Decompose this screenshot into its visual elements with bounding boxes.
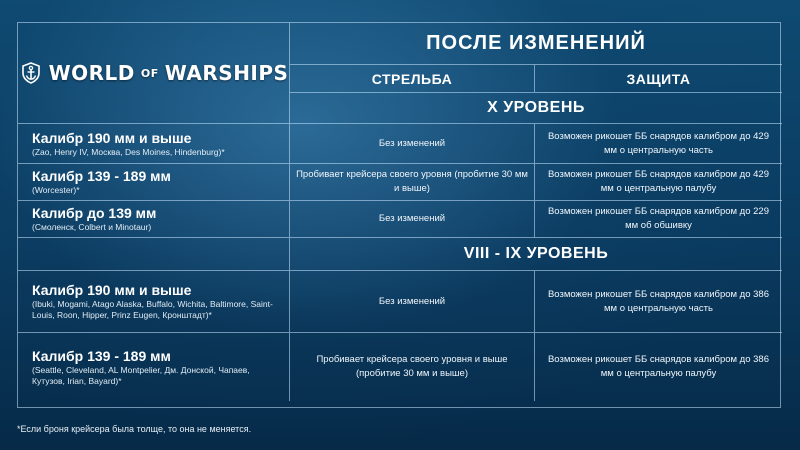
fire-cell: Пробивает крейсера своего уровня (пробитие 30 мм и выше) [290, 164, 535, 201]
world-of-warships-logo [19, 61, 289, 85]
row-header [18, 164, 290, 201]
row-ship-list: (Ibuki, Mogami, Atago Alaska, Buffalo, Wichita, Baltimore, Saint-Louis, Roon, Hipper, Prinz Eugen, Кронштадт)* [32, 299, 273, 320]
row-caliber-title: Калибр 139 - 189 мм [32, 347, 171, 364]
defense-cell: Возможен рикошет ББ снарядов калибром до 429 мм о центральную часть [535, 124, 782, 164]
fire-cell: Без изменений [290, 271, 535, 333]
defense-cell: Возможен рикошет ББ снарядов калибром до 386 мм о центральную часть [535, 271, 782, 333]
section-header-tier-viii-ix: VIII - IX УРОВЕНЬ [290, 238, 782, 271]
comparison-table [17, 22, 781, 408]
row-ship-list: (Worcester)* [32, 185, 80, 195]
column-header-defense: ЗАЩИТА [535, 65, 782, 93]
defense-cell: Возможен рикошет ББ снарядов калибром до 229 мм об обшивку [535, 201, 782, 238]
row-caliber-title: Калибр 190 мм и выше [32, 282, 192, 298]
defense-cell: Возможен рикошет ББ снарядов калибром до 386 мм о центральную палубу [547, 354, 770, 379]
fire-cell: Без изменений [290, 124, 535, 164]
row-caliber-title: Калибр 139 - 189 мм [32, 168, 171, 184]
section-spacer [18, 238, 290, 271]
row-ship-list: (Смоленск, Colbert и Minotaur) [32, 222, 152, 232]
row-header [18, 271, 290, 333]
fire-cell: Пробивает крейсера своего уровня и выше (пробитие 30 мм и выше) [290, 333, 535, 401]
row-ship-list: (Seattle, Cleveland, AL Montpelier, Дм. Донской, Чапаев, Кутузов, Irian, Bayard)* [32, 364, 250, 386]
logo-text-world: WORLD [48, 61, 135, 85]
table-title: ПОСЛЕ ИЗМЕНЕНИЙ [290, 23, 782, 65]
row-header [18, 201, 290, 238]
logo-text-of: OF [140, 66, 159, 80]
defense-cell: Возможен рикошет ББ снарядов калибром до 429 мм о центральную палубу [535, 164, 782, 201]
anchor-shield-icon [19, 61, 43, 85]
section-header-tier-x: X УРОВЕНЬ [290, 93, 782, 124]
logo-cell [18, 23, 290, 124]
footnote: *Если броня крейсера была толще, то она не меняется. [17, 424, 252, 434]
row-ship-list: (Zao, Henry IV, Москва, Des Moines, Hindenburg)* [32, 146, 225, 157]
column-header-fire: СТРЕЛЬБА [290, 65, 535, 93]
row-caliber-title: Калибр до 139 мм [32, 205, 157, 221]
row-caliber-title: Калибр 190 мм и выше [32, 129, 192, 146]
fire-cell: Без изменений [290, 201, 535, 238]
row-header [18, 333, 290, 401]
logo-text-warships: WARSHIPS [164, 61, 289, 85]
row-header [18, 124, 290, 164]
